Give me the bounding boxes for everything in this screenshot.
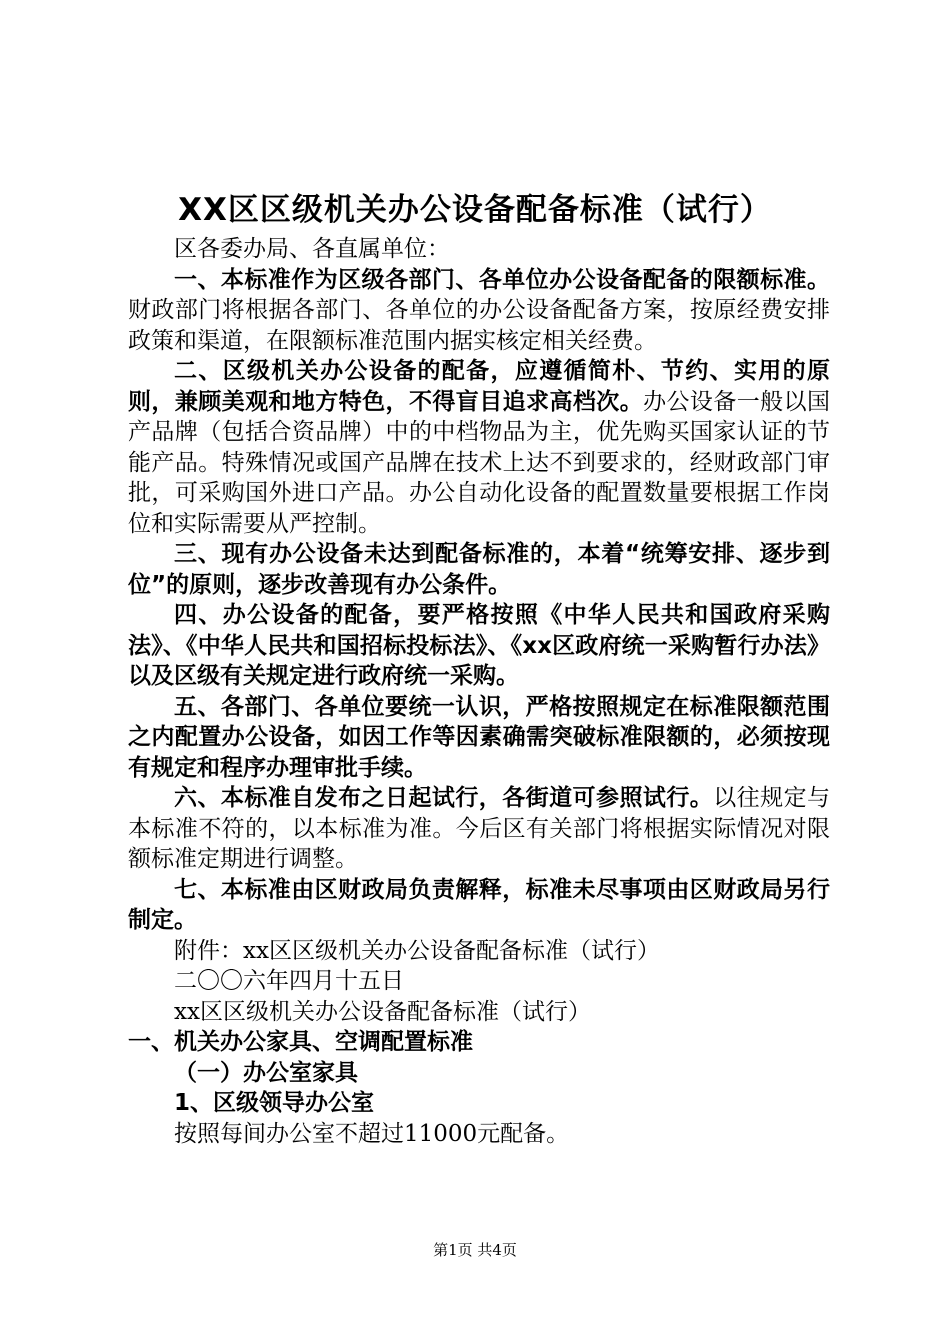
document-body [128,234,830,1149]
clause-3-lead: 三、现有办公设备未达到配备标准的，本着“统筹安排、逐步到位”的原则，逐步改善现有办公条件。 [128,541,830,598]
clause-4 [128,600,830,692]
clause-6-text: 以往规定与本标准不符的，以本标准为准。今后区有关部门将根据实际情况对限额标准定期进行调整。 [128,785,831,872]
page-footer: 第1页 共4页 [433,1241,517,1259]
clause-4-lead: 四、办公设备的配备，要严格按照《中华人民共和国政府采购法》、《中华人民共和国招标投标法》、《xx区政府统一采购暂行办法》以及区级有关规定进行政府统一采购。 [128,602,830,689]
clause-2-lead: 二、区级机关办公设备的配备，应遵循简朴、节约、实用的原则，兼顾美观和地方特色，不得盲目追求高档次。 [128,358,830,415]
clause-1-lead: 一、本标准作为区级各部门、各单位办公设备配备的限额标准。 [174,266,830,293]
item-heading: 1、区级领导办公室 [174,1090,375,1116]
clause-7 [128,875,830,936]
clause-2-text: 办公设备一般以国产品牌（包括合资品牌）中的中档物品为主，优先购买国家认证的节能产品。特殊情况或国产品牌在技术上达不到要求的，经财政部门审批，可采购国外进口产品。办公自动化设备的配置数量要根据工作岗位和实际需要从严控制。 [128,388,831,537]
clause-6 [128,783,830,875]
clause-2 [128,356,830,539]
clause-3 [128,539,830,600]
clause-5-lead: 五、各部门、各单位要统一认识，严格按照规定在标准限额范围之内配置办公设备，如因工作等因素确需突破标准限额的，必须按现有规定和程序办理审批手续。 [128,693,830,781]
attachment-line: 附件：xx区区级机关办公设备配备标准（试行） [174,937,660,964]
issue-date: 二〇〇六年四月十五日 [174,968,404,994]
item-text: 按照每间办公室不超过11000元配备。 [174,1120,570,1147]
annex-title: xx区区级机关办公设备配备标准（试行） [174,998,591,1025]
clause-5 [128,692,830,784]
clause-6-lead: 六、本标准自发布之日起试行，各街道可参照试行。 [174,785,714,811]
subsection-heading: （一）办公室家具 [174,1059,358,1086]
section-heading: 一、机关办公家具、空调配置标准 [128,1029,473,1055]
salutation: 区各委办局、各直属单位： [174,236,450,262]
clause-7-lead: 七、本标准由区财政局负责解释，标准未尽事项由区财政局另行制定。 [128,876,830,933]
clause-1-text: 财政部门将根据各部门、各单位的办公设备配备方案，按原经费安排政策和渠道，在限额标准范围内据实核定相关经费。 [128,297,830,354]
clause-1 [128,265,830,357]
document-title: XX区区级机关办公设备配备标准（试行） [178,192,772,228]
